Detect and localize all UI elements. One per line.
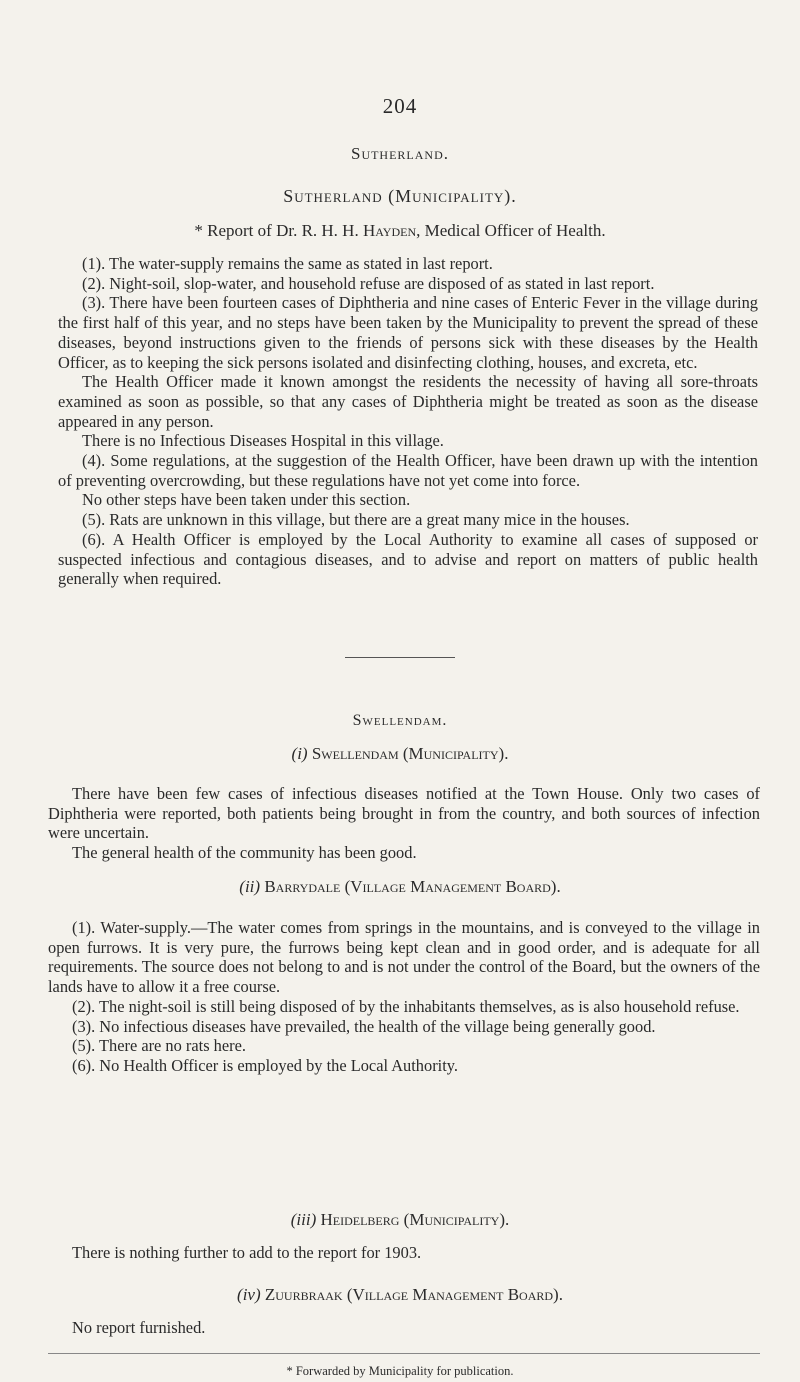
paragraph: (2). Night-soil, slop-water, and household refuse are disposed of as stated in last report.: [82, 273, 655, 293]
section-i-title: [0, 744, 800, 764]
paragraph: The Health Officer made it known amongst the residents the necessity of having all sore-throats examined as soon as possible, so that any cases of Diphtheria might be treated as soon as the disease appeared in any person.: [58, 372, 758, 431]
report-suffix: , Medical Officer of Health.: [416, 221, 606, 240]
paragraph: (3). No infectious diseases have prevailed, the health of the village being generally good.: [72, 1016, 656, 1036]
paragraph: (5). There are no rats here.: [72, 1036, 246, 1056]
paragraph: No other steps have been taken under this section.: [82, 490, 411, 510]
paragraph: (6). A Health Officer is employed by the Local Authority to examine all cases of supposed or suspected infectious and contagious diseases, and to advise and report on matters of public health generally when required.: [58, 529, 758, 589]
sutherland-subheading: Sutherland (Municipality).: [283, 186, 517, 206]
section-iv-name: Zuurbraak (Village Management Board).: [264, 1285, 563, 1304]
paragraph: (4). Some regulations, at the suggestion of the Health Officer, have been drawn up with the intention of preventing overcrowding, but these regulations have not yet come into force.: [58, 451, 758, 490]
section-iii-name: Heidelberg (Municipality).: [320, 1210, 510, 1229]
sutherland-heading: Sutherland.: [350, 144, 450, 163]
swellendam-heading: Swellendam.: [352, 712, 448, 729]
section-ii-label: (ii): [239, 877, 261, 896]
paragraph: (2). The night-soil is still being disposed of by the inhabitants themselves, as is also household refuse.: [72, 996, 740, 1016]
section-ii-body: [48, 918, 760, 1076]
paragraph: (1). The water-supply remains the same as stated in last report.: [82, 254, 493, 273]
paragraph: The general health of the community has been good.: [72, 843, 417, 863]
sutherland-body: [58, 254, 758, 589]
footnote: * Forwarded by Municipality for publication.: [286, 1364, 514, 1378]
section-i-name: Swellendam (Municipality).: [311, 744, 509, 763]
section-ii-name: Barrydale (Village Management Board).: [264, 877, 561, 896]
report-byline: [0, 221, 800, 241]
section-iv-body: [48, 1318, 760, 1338]
paragraph: No report furnished.: [72, 1318, 206, 1337]
section-iv-label: (iv): [237, 1285, 261, 1304]
section-iii-label: (iii): [290, 1210, 317, 1229]
paragraph: (6). No Health Officer is employed by the Local Authority.: [72, 1055, 458, 1075]
section-i-label: (i): [291, 744, 308, 763]
section-iii-title: [0, 1210, 800, 1230]
paragraph: There have been few cases of infectious diseases notified at the Town House. Only two cases of Diphtheria were reported, both patients being brought in from the country, and both sources of infection were uncertain.: [48, 784, 760, 843]
paragraph: There is nothing further to add to the report for 1903.: [72, 1243, 422, 1262]
report-author-name: Hayden: [362, 221, 417, 240]
page-number: 204: [382, 94, 418, 118]
footnote-rule: [48, 1353, 760, 1354]
paragraph: (3). There have been fourteen cases of Diphtheria and nine cases of Enteric Fever in the village during the first half of this year, and no steps have been taken by the Municipality to prevent the spread of these diseases, beyond instructions given to the friends of persons sick with these diseases by the Health Officer, as to keeping the sick persons isolated and disinfecting clothing, houses, and excreta, etc.: [58, 293, 758, 372]
paragraph: (5). Rats are unknown in this village, but there are a great many mice in the houses.: [82, 510, 630, 530]
paragraph: (1). Water-supply.—The water comes from springs in the mountains, and is conveyed to the village in open furrows. It is very pure, the furrows being kept clean and in good order, and is adequate for all requirements. The source does not belong to and is not under the control of the Board, but the owners of the lands have to allow it a free course.: [48, 918, 760, 997]
section-iv-title: [0, 1285, 800, 1305]
report-prefix: * Report of Dr. R. H. H.: [194, 221, 359, 240]
section-iii-body: [48, 1243, 760, 1263]
section-ii-title: [0, 877, 800, 897]
section-i-body: [48, 784, 760, 863]
paragraph: There is no Infectious Diseases Hospital in this village.: [82, 431, 444, 451]
section-divider: [345, 657, 455, 658]
